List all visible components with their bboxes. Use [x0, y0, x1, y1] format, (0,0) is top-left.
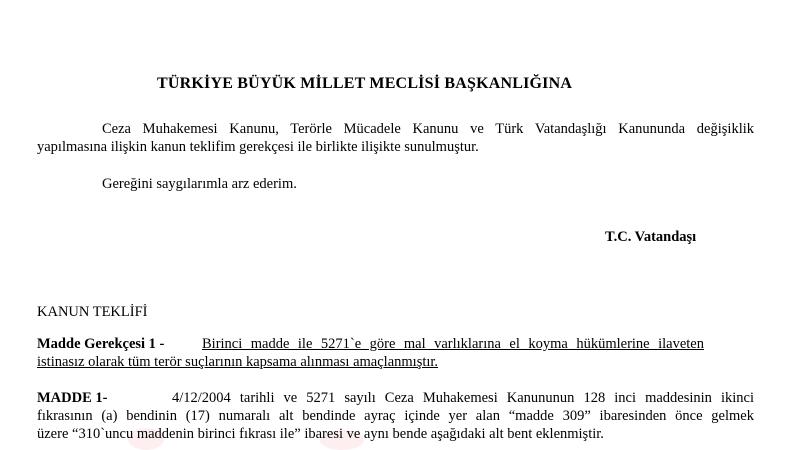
closing-text: Gereğini saygılarımla arz ederim. — [102, 176, 297, 192]
gerekce-line-1: Birinci madde ile 5271`e göre mal varlıklarına el koyma hükümlerine ilaveten — [202, 336, 704, 352]
intro-line-2: yapılmasına ilişkin kanun teklifim gerekçesi ile birlikte ilişikte sunulmuştur. — [37, 139, 479, 155]
page-title: TÜRKİYE BÜYÜK MİLLET MECLİSİ BAŞKANLIĞINA — [157, 75, 573, 92]
gerekce-line-2: istinasız olarak tüm terör suçlarının kapsama alınması amaçlanmıştır. — [37, 354, 439, 370]
section-heading: KANUN TEKLİFİ — [37, 304, 148, 320]
madde1-line-1: 4/12/2004 tarihli ve 5271 sayılı Ceza Muhakemesi Kanununun 128 inci maddesinin ikinci — [172, 390, 754, 406]
signature: T.C. Vatandaşı — [605, 229, 697, 245]
gerekce-label: Madde Gerekçesi 1 - — [37, 336, 165, 352]
madde1-label: MADDE 1- — [37, 390, 108, 406]
madde1-line-3: üzere “310`uncu maddenin birinci fıkrası ile” ibaresi ve aynı bende aşağıdaki alt bent eklenmiştir. — [37, 426, 604, 442]
madde1-line-2: fıkrasının (a) bendinin (17) numaralı alt bendinde ayraç içinde yer alan “madde 309” ibaresinden önce gelmek — [37, 408, 754, 424]
intro-line-1: Ceza Muhakemesi Kanunu, Terörle Mücadele Kanunu ve Türk Vatandaşlığı Kanununda değişiklik — [102, 121, 754, 137]
